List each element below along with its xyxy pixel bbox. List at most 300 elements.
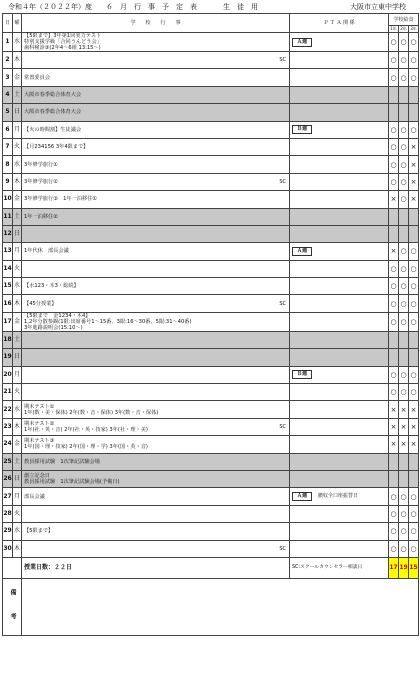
- row-day: 6: [3, 121, 13, 138]
- event-line: 歯科検診③(2年4～6組 13:15～): [24, 45, 101, 51]
- row-weekday: 土: [13, 208, 22, 225]
- event-line: 1,2年分散参観(1限:出席番号1～15番、3限:16～30番、5限:31～40番): [24, 318, 192, 325]
- lunch-mark-grade-1: ×: [389, 436, 399, 453]
- lunch-mark-grade-2: ○: [399, 121, 409, 138]
- schedule-row: [3, 505, 419, 522]
- schedule-row: [3, 33, 419, 52]
- header-grade-2: 2年: [400, 26, 407, 31]
- row-weekday: 水: [13, 156, 22, 173]
- lunch-mark-grade-2: ○: [399, 156, 409, 173]
- row-weekday: 木: [13, 52, 22, 69]
- lunch-mark-grade-2: [399, 104, 409, 121]
- row-pta: [290, 349, 389, 366]
- event-line: 1年代休 部長会議: [24, 248, 69, 255]
- lunch-mark-grade-3: ○: [409, 278, 419, 295]
- lunch-total-1: 17: [389, 557, 399, 578]
- lunch-mark-grade-2: ○: [399, 488, 409, 505]
- lunch-mark-grade-3: ○: [409, 33, 419, 52]
- schedule-row: [3, 260, 419, 277]
- lunch-mark-grade-3: ×: [409, 436, 419, 453]
- sc-marker: SC: [279, 57, 286, 64]
- lunch-mark-grade-1: ×: [389, 243, 399, 260]
- lunch-mark-grade-2: [399, 225, 409, 242]
- row-weekday: 月: [13, 243, 22, 260]
- row-weekday: 木: [13, 418, 22, 435]
- row-pta: [290, 156, 389, 173]
- row-weekday: 日: [13, 470, 22, 487]
- row-pta: [290, 33, 389, 52]
- lunch-mark-grade-2: ○: [399, 173, 409, 190]
- lunch-mark-grade-1: [389, 225, 399, 242]
- event-line: 【45分授業】: [24, 300, 57, 307]
- row-day: 24: [3, 436, 13, 453]
- row-pta: [290, 260, 389, 277]
- row-pta: [290, 331, 389, 348]
- row-events: [22, 33, 290, 52]
- schedule-row: [3, 52, 419, 69]
- lunch-mark-grade-3: ○: [409, 384, 419, 401]
- lunch-mark-grade-2: ○: [399, 295, 409, 312]
- lunch-mark-grade-1: ○: [389, 121, 399, 138]
- lunch-mark-grade-1: ×: [389, 191, 399, 208]
- row-events: [22, 278, 290, 295]
- row-events: [22, 366, 290, 383]
- lunch-mark-grade-1: [389, 331, 399, 348]
- row-day: 12: [3, 225, 13, 242]
- title-left: 令和４年（２０２２年）度 ６ 月 行 事 予 定 表: [8, 3, 197, 11]
- row-pta: [290, 436, 389, 453]
- row-pta: [290, 138, 389, 155]
- event-line: 部長会議: [24, 493, 45, 500]
- row-weekday: 水: [13, 278, 22, 295]
- row-pta: [290, 418, 389, 435]
- row-pta: [290, 225, 389, 242]
- pta-week-badge: Ｂ週: [292, 370, 312, 379]
- schedule-row: [3, 69, 419, 86]
- row-events: [22, 312, 290, 331]
- row-events: [22, 418, 290, 435]
- row-day: 4: [3, 86, 13, 103]
- row-weekday: 水: [13, 401, 22, 418]
- row-pta: [290, 453, 389, 470]
- event-line: 【5限まで 金1234・木4】: [24, 312, 91, 319]
- row-pta: [290, 312, 389, 331]
- row-events: [22, 104, 290, 121]
- row-weekday: 月: [13, 366, 22, 383]
- lunch-mark-grade-3: [409, 104, 419, 121]
- remarks-label: 備 考: [3, 578, 22, 635]
- event-line: 【水123・木3・総続】: [24, 283, 79, 290]
- row-weekday: 火: [13, 384, 22, 401]
- row-day: 27: [3, 488, 13, 505]
- footer-spacer: [3, 557, 22, 578]
- row-pta: [290, 278, 389, 295]
- sc-marker: SC: [279, 178, 286, 185]
- lunch-mark-grade-3: ×: [409, 138, 419, 155]
- lunch-mark-grade-1: [389, 349, 399, 366]
- row-weekday: 土: [13, 453, 22, 470]
- lunch-mark-grade-3: ○: [409, 121, 419, 138]
- schedule-row: [3, 470, 419, 487]
- row-events: [22, 349, 290, 366]
- lunch-mark-grade-2: ○: [399, 191, 409, 208]
- sc-marker: SC: [279, 300, 286, 307]
- header-pta: Ｐ Ｔ Ａ 関 係: [290, 14, 389, 33]
- lunch-mark-grade-1: ○: [389, 173, 399, 190]
- lunch-mark-grade-1: ○: [389, 69, 399, 86]
- lunch-mark-grade-2: ○: [399, 260, 409, 277]
- lunch-mark-grade-1: [389, 208, 399, 225]
- lunch-mark-grade-2: [399, 453, 409, 470]
- row-events: [22, 69, 290, 86]
- pta-week-badge: Ｂ週: [292, 125, 312, 134]
- lunch-mark-grade-3: ○: [409, 505, 419, 522]
- remarks-area: [22, 578, 419, 635]
- event-line: 特別支援学級「合同うんどう会」: [24, 39, 102, 45]
- lunch-mark-grade-1: ○: [389, 260, 399, 277]
- lunch-mark-grade-1: ○: [389, 540, 399, 557]
- lunch-mark-grade-1: ○: [389, 278, 399, 295]
- event-line: 1年一泊移住②: [24, 213, 58, 220]
- row-day: 5: [3, 104, 13, 121]
- schedule-row: [3, 540, 419, 557]
- lunch-mark-grade-1: [389, 86, 399, 103]
- row-weekday: 土: [13, 331, 22, 348]
- row-events: [22, 243, 290, 260]
- header-grade-1: 1年: [390, 26, 397, 31]
- pta-week-badge: Ａ週: [292, 247, 312, 256]
- event-line: 3年修学旅行②: [24, 178, 58, 185]
- row-events: [22, 453, 290, 470]
- row-day: 25: [3, 453, 13, 470]
- lunch-mark-grade-2: ○: [399, 33, 409, 52]
- schedule-row: [3, 278, 419, 295]
- title-school: 大阪市立東中学校: [350, 3, 406, 11]
- schedule-row: [3, 418, 419, 435]
- lunch-mark-grade-3: ○: [409, 52, 419, 69]
- row-day: 19: [3, 349, 13, 366]
- row-events: [22, 436, 290, 453]
- sc-legend: SC:スクールカウンセラー相談日: [290, 557, 389, 578]
- lunch-mark-grade-2: ○: [399, 505, 409, 522]
- row-events: [22, 156, 290, 173]
- sc-marker: SC: [279, 424, 286, 430]
- lunch-mark-grade-2: ○: [399, 278, 409, 295]
- row-day: 30: [3, 540, 13, 557]
- schedule-row: [3, 86, 419, 103]
- schedule-row: [3, 225, 419, 242]
- row-weekday: 金: [13, 436, 22, 453]
- row-day: 3: [3, 69, 13, 86]
- row-weekday: 火: [13, 260, 22, 277]
- schedule-row: [3, 191, 419, 208]
- schedule-row: [3, 366, 419, 383]
- row-weekday: 月: [13, 488, 22, 505]
- lunch-mark-grade-3: [409, 225, 419, 242]
- lunch-mark-grade-2: ×: [399, 436, 409, 453]
- row-weekday: 日: [13, 349, 22, 366]
- schedule-row: [3, 349, 419, 366]
- lunch-mark-grade-1: ×: [389, 401, 399, 418]
- row-pta: [290, 191, 389, 208]
- pta-note: 撤収全口座振替日: [318, 493, 359, 500]
- event-line: 期末テスト③: [24, 438, 55, 445]
- row-weekday: 木: [13, 173, 22, 190]
- row-events: [22, 331, 290, 348]
- schedule-row: [3, 488, 419, 505]
- schedule-row: [3, 384, 419, 401]
- row-weekday: 日: [13, 104, 22, 121]
- event-line: 教員採用試験 1次筆記試験会場: [24, 458, 100, 465]
- lunch-mark-grade-2: ×: [399, 418, 409, 435]
- row-weekday: 月: [13, 121, 22, 138]
- event-line: 【火の時間割】生徒議会: [24, 126, 82, 133]
- event-line: 【5限まで】3年第1回実力テスト: [24, 33, 102, 39]
- lunch-mark-grade-2: ○: [399, 540, 409, 557]
- lunch-mark-grade-3: ×: [409, 156, 419, 173]
- row-day: 10: [3, 191, 13, 208]
- row-events: [22, 295, 290, 312]
- schedule-row: [3, 453, 419, 470]
- row-events: [22, 260, 290, 277]
- pta-week-badge: Ａ週: [292, 38, 312, 47]
- row-day: 22: [3, 401, 13, 418]
- row-pta: [290, 523, 389, 540]
- row-pta: [290, 488, 389, 505]
- row-day: 23: [3, 418, 13, 435]
- schedule-row: [3, 401, 419, 418]
- row-events: [22, 523, 290, 540]
- event-line: 1年(数・美・保体) 2年(数・音・保体) 3年(数・音・保体): [24, 409, 159, 416]
- row-day: 1: [3, 33, 13, 52]
- row-day: 14: [3, 260, 13, 277]
- row-events: [22, 225, 290, 242]
- header-day: 日: [3, 14, 13, 33]
- row-day: 29: [3, 523, 13, 540]
- row-day: 26: [3, 470, 13, 487]
- lunch-mark-grade-3: [409, 86, 419, 103]
- schedule-row: [3, 156, 419, 173]
- row-pta: [290, 208, 389, 225]
- lunch-mark-grade-1: ○: [389, 505, 399, 522]
- row-pta: [290, 505, 389, 522]
- lunch-mark-grade-3: ○: [409, 69, 419, 86]
- row-weekday: 水: [13, 523, 22, 540]
- schedule-row: [3, 295, 419, 312]
- event-line: 創立記念日: [24, 473, 50, 480]
- lunch-total-2: 19: [399, 557, 409, 578]
- event-line: 【月234156 3年4限まで】: [24, 144, 89, 151]
- row-pta: [290, 173, 389, 190]
- row-pta: [290, 69, 389, 86]
- row-pta: [290, 470, 389, 487]
- schedule-row: [3, 208, 419, 225]
- lunch-mark-grade-3: ○: [409, 312, 419, 331]
- header-weekday: 曜: [13, 14, 22, 33]
- lunch-mark-grade-3: [409, 208, 419, 225]
- row-day: 21: [3, 384, 13, 401]
- row-pta: [290, 52, 389, 69]
- row-weekday: 日: [13, 225, 22, 242]
- lunch-mark-grade-1: [389, 453, 399, 470]
- row-events: [22, 52, 290, 69]
- lunch-mark-grade-3: [409, 470, 419, 487]
- lunch-mark-grade-2: ○: [399, 312, 409, 331]
- event-line: 大阪市春季総合体育大会: [24, 91, 82, 98]
- header-events: 学 校 行 事: [22, 14, 290, 33]
- lunch-mark-grade-2: [399, 331, 409, 348]
- schedule-row: [3, 173, 419, 190]
- lunch-mark-grade-3: ×: [409, 401, 419, 418]
- row-pta: [290, 384, 389, 401]
- lunch-mark-grade-2: [399, 208, 409, 225]
- event-line: 1年(国・理・技家) 2年(国・理・学) 3年(国・英・音): [24, 444, 148, 451]
- event-line: 3年修学旅行①: [24, 161, 58, 168]
- schedule-row: [3, 138, 419, 155]
- row-events: [22, 540, 290, 557]
- lunch-mark-grade-3: ×: [409, 418, 419, 435]
- lunch-mark-grade-1: [389, 104, 399, 121]
- lunch-mark-grade-2: ○: [399, 138, 409, 155]
- row-events: [22, 191, 290, 208]
- schedule-table: [2, 13, 419, 636]
- lunch-mark-grade-1: ○: [389, 52, 399, 69]
- lunch-mark-grade-3: ×: [409, 191, 419, 208]
- row-pta: [290, 121, 389, 138]
- row-events: [22, 86, 290, 103]
- lunch-mark-grade-2: ○: [399, 384, 409, 401]
- schedule-row: [3, 121, 419, 138]
- lunch-mark-grade-3: ○: [409, 540, 419, 557]
- event-line: 【5限まで】: [24, 528, 54, 535]
- event-line: 3年進路説明会(15:10～): [24, 324, 83, 331]
- row-day: 17: [3, 312, 13, 331]
- row-events: [22, 173, 290, 190]
- header-grade-3: 3年: [410, 26, 417, 31]
- row-day: 16: [3, 295, 13, 312]
- lunch-mark-grade-3: ○: [409, 260, 419, 277]
- row-weekday: 土: [13, 86, 22, 103]
- row-day: 11: [3, 208, 13, 225]
- row-pta: [290, 86, 389, 103]
- row-pta: [290, 104, 389, 121]
- lunch-mark-grade-1: ×: [389, 418, 399, 435]
- lunch-mark-grade-2: [399, 86, 409, 103]
- lunch-mark-grade-1: ○: [389, 33, 399, 52]
- lunch-mark-grade-3: ○: [409, 523, 419, 540]
- lunch-mark-grade-2: ○: [399, 243, 409, 260]
- schedule-row: [3, 331, 419, 348]
- event-line: 期末テスト①: [24, 403, 55, 410]
- row-weekday: 火: [13, 138, 22, 155]
- row-day: 7: [3, 138, 13, 155]
- lunch-mark-grade-1: ○: [389, 384, 399, 401]
- lunch-mark-grade-2: ○: [399, 366, 409, 383]
- lunch-mark-grade-2: ○: [399, 523, 409, 540]
- row-day: 18: [3, 331, 13, 348]
- lunch-mark-grade-3: [409, 331, 419, 348]
- lunch-mark-grade-2: [399, 349, 409, 366]
- row-events: [22, 384, 290, 401]
- row-weekday: 金: [13, 312, 22, 331]
- lesson-days: 授業日数：２２日: [22, 557, 290, 578]
- header-lunch: 学校給食: [389, 14, 419, 26]
- event-line: 3年修学旅行③ 1年一泊移住①: [24, 196, 97, 203]
- lunch-mark-grade-3: ×: [409, 173, 419, 190]
- lunch-mark-grade-1: ○: [389, 488, 399, 505]
- row-pta: [290, 366, 389, 383]
- row-pta: [290, 540, 389, 557]
- lunch-mark-grade-3: ○: [409, 366, 419, 383]
- row-day: 15: [3, 278, 13, 295]
- row-events: [22, 138, 290, 155]
- schedule-row: [3, 243, 419, 260]
- lunch-mark-grade-2: [399, 470, 409, 487]
- pta-week-badge: Ａ週: [292, 492, 312, 501]
- lunch-mark-grade-1: ○: [389, 156, 399, 173]
- lunch-mark-grade-1: ○: [389, 523, 399, 540]
- row-events: [22, 401, 290, 418]
- row-day: 13: [3, 243, 13, 260]
- schedule-row: [3, 523, 419, 540]
- row-weekday: 水: [13, 33, 22, 52]
- lunch-mark-grade-2: ○: [399, 69, 409, 86]
- title-center: 生 徒 用: [223, 3, 258, 11]
- row-pta: [290, 243, 389, 260]
- row-events: [22, 470, 290, 487]
- row-weekday: 木: [13, 295, 22, 312]
- event-line: 1年(社・英・音) 2年(社・英・技家) 3年(社・理・美): [24, 427, 148, 433]
- lunch-mark-grade-1: ○: [389, 295, 399, 312]
- event-line: 期末テスト②: [24, 421, 55, 427]
- row-pta: [290, 401, 389, 418]
- schedule-row: [3, 312, 419, 331]
- schedule-row: [3, 436, 419, 453]
- lunch-mark-grade-3: [409, 349, 419, 366]
- lunch-mark-grade-3: ○: [409, 295, 419, 312]
- event-line: 教員採用試験 1次筆記試験会場(予備日): [24, 479, 120, 486]
- row-day: 20: [3, 366, 13, 383]
- lunch-mark-grade-1: [389, 470, 399, 487]
- lunch-mark-grade-3: [409, 453, 419, 470]
- lunch-mark-grade-3: ○: [409, 243, 419, 260]
- row-day: 2: [3, 52, 13, 69]
- lunch-mark-grade-2: ×: [399, 401, 409, 418]
- row-events: [22, 488, 290, 505]
- schedule-rows: [3, 33, 419, 558]
- lunch-mark-grade-1: ○: [389, 138, 399, 155]
- lunch-mark-grade-1: ○: [389, 312, 399, 331]
- row-weekday: 金: [13, 191, 22, 208]
- row-day: 28: [3, 505, 13, 522]
- row-events: [22, 505, 290, 522]
- row-weekday: 木: [13, 540, 22, 557]
- row-events: [22, 208, 290, 225]
- schedule-row: [3, 104, 419, 121]
- row-events: [22, 121, 290, 138]
- row-weekday: 金: [13, 69, 22, 86]
- row-day: 9: [3, 173, 13, 190]
- event-line: 大阪市春季総合体育大会: [24, 109, 82, 116]
- document-title: [8, 1, 412, 13]
- row-pta: [290, 295, 389, 312]
- event-line: 常置委員会: [24, 74, 50, 81]
- lunch-mark-grade-3: ○: [409, 488, 419, 505]
- lunch-mark-grade-1: ○: [389, 366, 399, 383]
- sc-marker: SC: [279, 545, 286, 552]
- row-day: 8: [3, 156, 13, 173]
- lunch-total-3: 15: [409, 557, 419, 578]
